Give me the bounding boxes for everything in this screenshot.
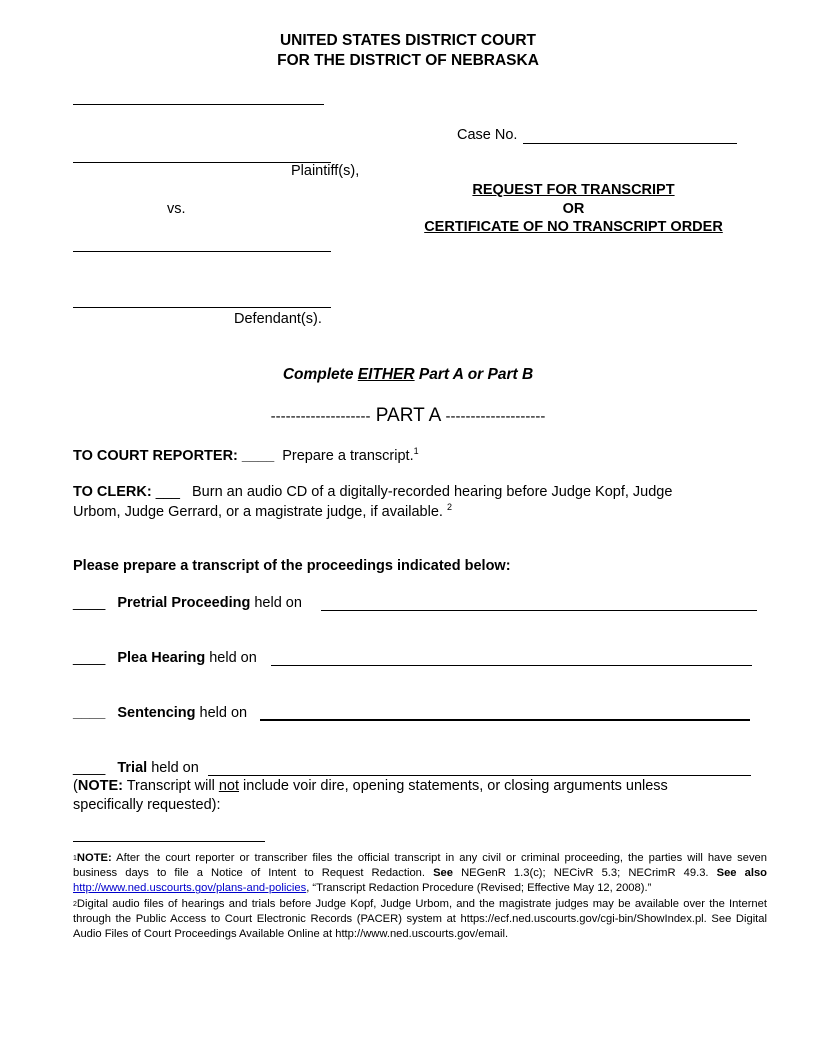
caption-blank-line-2[interactable] <box>73 251 331 252</box>
trial-date-field[interactable] <box>208 775 751 776</box>
plea-checkbox[interactable]: ____ <box>73 650 106 666</box>
plaintiff-label: Plaintiff(s), <box>291 163 360 179</box>
vs-label: vs. <box>167 201 186 217</box>
court-reporter-checkbox[interactable]: ____ <box>241 447 275 464</box>
caption-blank-line-1[interactable] <box>73 104 324 105</box>
title-or: OR <box>562 201 585 217</box>
part-a-heading: -------------------- PART A -------------------- <box>270 405 546 426</box>
trial-note: (NOTE: Transcript will not include voir dire, opening statements, or closing arguments unless <box>73 778 668 794</box>
footnote-ref-2: 2 <box>446 502 452 512</box>
pretrial-checkbox[interactable]: ____ <box>73 595 106 611</box>
pretrial-date-field[interactable] <box>321 610 757 611</box>
trial-checkbox[interactable]: ____ <box>73 760 106 776</box>
court-reporter-label: TO COURT REPORTER: <box>73 447 238 464</box>
trial-row: ____ Trial held on <box>73 760 199 776</box>
footnote-1: $^1$NOTE: After the court reporter or transcriber files the official transcript in any civil or criminal proceeding, the parties will have seven business days to file a Notice of Intent to Request Redaction. See NEGenR 1.3(c); NECivR 5.3; NECrimR 49.3. See also http://www.ned.uscourts.gov/plans-and-policies, “Transcript Redaction Procedure (Revised; Effective May 12, 2008).” <box>73 852 768 895</box>
sentencing-row: ____ Sentencing held on <box>73 705 248 721</box>
pretrial-label: Pretrial Proceeding <box>117 595 251 611</box>
pretrial-row: ____ Pretrial Proceeding held on <box>73 595 302 611</box>
instruction: Complete EITHER Part A or Part B <box>282 366 534 383</box>
court-district: FOR THE DISTRICT OF NEBRASKA <box>277 52 539 69</box>
clerk-label: TO CLERK: <box>73 484 152 500</box>
footnotes <box>73 851 767 942</box>
sentencing-label: Sentencing <box>117 705 196 721</box>
sentencing-date-field[interactable] <box>260 719 750 721</box>
title-request-transcript: REQUEST FOR TRANSCRIPT <box>472 182 675 198</box>
defendant-label: Defendant(s). <box>234 311 322 327</box>
court-reporter-text: Prepare a transcript. <box>282 447 414 464</box>
plea-label: Plea Hearing <box>117 650 206 666</box>
clerk-row <box>73 484 672 500</box>
clerk-text-2: Urbom, Judge Gerrard, or a magistrate judge, if available. <box>73 503 443 520</box>
plea-row: ____ Plea Hearing held on <box>73 650 257 666</box>
sentencing-checkbox[interactable]: ____ <box>73 705 106 721</box>
plea-date-field[interactable] <box>271 665 752 666</box>
trial-label: Trial <box>117 760 148 776</box>
clerk-text: Burn an audio CD of a digitally-recorded hearing before Judge Kopf, Judge <box>192 484 673 500</box>
defendant-field[interactable] <box>73 307 331 308</box>
proceedings-heading: Please prepare a transcript of the proceedings indicated below: <box>73 558 511 574</box>
court-reporter-row <box>73 446 419 464</box>
case-no-field[interactable] <box>523 143 737 144</box>
court-name: UNITED STATES DISTRICT COURT <box>279 32 537 49</box>
case-no-label: Case No. <box>457 127 518 143</box>
clerk-checkbox[interactable]: ___ <box>155 484 180 500</box>
trial-note-2: specifically requested): <box>73 797 221 813</box>
footnote-separator <box>73 841 265 842</box>
footnote-ref-1: 1 <box>413 446 419 456</box>
footnote-2: $^2$Digital audio files of hearings and trials before Judge Kopf, Judge Urbom, and the magistrate judges may be available over the Internet through the Public Access to Court Electronic Records (PACER) system at https://ecf.ned.uscourts.gov/cgi-bin/ShowIndex.pl. See Digital Audio Files of Court Proceedings Available Online at http://www.ned.uscourts.gov/email. <box>73 897 767 941</box>
redaction-policy-link[interactable]: http://www.ned.uscourts.gov/plans-and-policies <box>73 882 307 895</box>
title-no-transcript-certificate: CERTIFICATE OF NO TRANSCRIPT ORDER <box>424 219 723 235</box>
